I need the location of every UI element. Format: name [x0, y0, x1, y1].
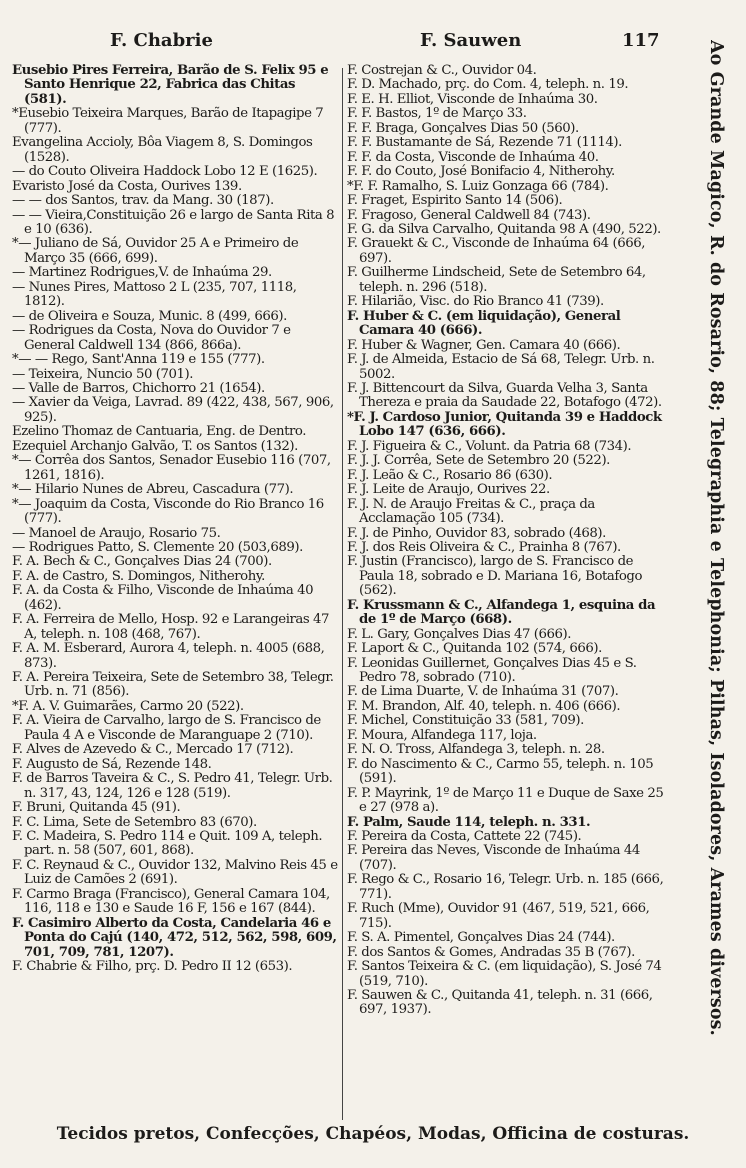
directory-entry: F. F. Bustamante de Sá, Rezende 71 (1114).	[347, 135, 622, 151]
directory-entry: F. Casimiro Alberto da Costa, Candelaria 46 e Ponta do Cajú (140, 472, 512, 562, 598, 609, 701, 709, 781, 1207).	[12, 915, 337, 960]
directory-entry: F. de Lima Duarte, V. de Inhaúma 31 (707).	[347, 684, 619, 700]
directory-entry: — Rodrigues da Costa, Nova do Ouvidor 7 e General Caldwell 134 (866, 866a).	[12, 323, 291, 353]
header-right-name: F. Sauwen	[420, 30, 522, 51]
directory-entry: *F. A. V. Guimarães, Carmo 20 (522).	[12, 698, 244, 714]
directory-entry: F. A. M. Esberard, Aurora 4, teleph. n. 4005 (688, 873).	[12, 641, 325, 671]
directory-entry: F. J. J. Corrêa, Sete de Setembro 20 (522).	[347, 453, 610, 469]
directory-entry: F. L. Gary, Gonçalves Dias 47 (666).	[347, 626, 572, 642]
footer-advertisement: Tecidos pretos, Confecções, Chapéos, Modas, Officina de costuras.	[56, 1124, 690, 1144]
directory-entry: F. A. Ferreira de Mello, Hosp. 92 e Larangeiras 47 A, teleph. n. 108 (468, 767).	[12, 612, 330, 642]
directory-entry: — Martinez Rodrigues,V. de Inhaúma 29.	[12, 265, 272, 281]
directory-entry: F. E. H. Elliot, Visconde de Inhaúma 30.	[347, 91, 598, 107]
directory-entry: F. J. Figueira & C., Volunt. da Patria 68 (734).	[347, 438, 632, 454]
directory-entry: F. Santos Teixeira & C. (em liquidação), S. José 74 (519, 710).	[347, 959, 662, 989]
directory-entry: F. Moura, Alfandega 117, loja.	[347, 727, 537, 743]
directory-entry: F. J. Leite de Araujo, Ourives 22.	[347, 482, 550, 498]
directory-entry: F. F. Braga, Gonçalves Dias 50 (560).	[347, 120, 579, 136]
directory-entry: F. dos Santos & Gomes, Andradas 35 B (767).	[347, 944, 635, 960]
directory-entry: F. S. A. Pimentel, Gonçalves Dias 24 (744).	[347, 930, 615, 946]
directory-entry: — do Couto Oliveira Haddock Lobo 12 E (1625).	[12, 164, 318, 180]
directory-entry: F. P. Mayrink, 1º de Março 11 e Duque de Saxe 25 e 27 (978 a).	[347, 785, 664, 816]
directory-entry: — de Oliveira e Souza, Munic. 8 (499, 666).	[12, 308, 287, 324]
directory-entry: F. Sauwen & C., Quitanda 41, teleph. n. 31 (666, 697, 1937).	[347, 988, 653, 1018]
directory-entry: F. J. de Pinho, Ouvidor 83, sobrado (468).	[347, 525, 606, 541]
directory-entry: F. D. Machado, prç. do Com. 4, teleph. n. 19.	[347, 77, 629, 93]
directory-entry: F. Augusto de Sá, Rezende 148.	[12, 756, 212, 772]
directory-entry: F. Alves de Azevedo & C., Mercado 17 (712).	[12, 742, 294, 758]
directory-entry: F. Leonidas Guillernet, Gonçalves Dias 45 e S. Pedro 78, sobrado (710).	[347, 655, 637, 686]
directory-entry: F. J. de Almeida, Estacio de Sá 68, Telegr. Urb. n. 5002.	[347, 352, 655, 382]
directory-entry: *F. J. Cardoso Junior, Quitanda 39 e Haddock Lobo 147 (636, 666).	[347, 409, 662, 440]
directory-entry: F. C. Reynaud & C., Ouvidor 132, Malvino Reis 45 e Luiz de Camões 2 (691).	[12, 857, 338, 888]
directory-entry: — Valle de Barros, Chichorro 21 (1654).	[12, 380, 265, 396]
directory-entry: F. M. Brandon, Alf. 40, teleph. n. 406 (666).	[347, 698, 621, 714]
directory-entry: F. G. da Silva Carvalho, Quitanda 98 A (490, 522).	[347, 221, 661, 237]
directory-entry: F. Laport & C., Quitanda 102 (574, 666).	[347, 641, 602, 657]
directory-entry: F. A. da Costa & Filho, Visconde de Inhaúma 40 (462).	[12, 583, 314, 613]
directory-entry: Evangelina Accioly, Bôa Viagem 8, S. Domingos (1528).	[12, 135, 313, 165]
page-header	[0, 30, 746, 58]
directory-entry: F. Justin (Francisco), largo de S. Francisco de Paula 18, sobrado e D. Mariana 16, Botafogo (562).	[347, 554, 643, 599]
directory-entry: F. Guilherme Lindscheid, Sete de Setembro 64, teleph. n. 296 (518).	[347, 265, 646, 295]
directory-entry: F. F. do Couto, José Bonifacio 4, Nitherohy.	[347, 164, 615, 180]
directory-entry: F. F. Bastos, 1º de Março 33.	[347, 106, 527, 122]
directory-entry: — Rodrigues Patto, S. Clemente 20 (503,689).	[12, 539, 303, 555]
directory-entry: *— — Rego, Sant'Anna 119 e 155 (777).	[12, 352, 265, 368]
directory-entry: *— Hilario Nunes de Abreu, Cascadura (77).	[12, 482, 294, 498]
directory-entry: F. J. Leão & C., Rosario 86 (630).	[347, 467, 553, 483]
directory-entry: F. Palm, Saude 114, teleph. n. 331.	[347, 814, 591, 830]
directory-entry: F. Michel, Constituição 33 (581, 709).	[347, 713, 584, 729]
side-advertisement: Ao Grande Magico, R. do Rosario, 88; Telegraphia e Telephonia; Pilhas, Isoladores, Arames diversos.	[706, 40, 726, 1036]
directory-entry: F. A. de Castro, S. Domingos, Nitherohy.	[12, 568, 265, 584]
directory-entry: F. J. dos Reis Oliveira & C., Prainha 8 (767).	[347, 539, 621, 555]
directory-entry: F. do Nascimento & C., Carmo 55, teleph. n. 105 (591).	[347, 756, 654, 787]
header-left-name: F. Chabrie	[110, 30, 213, 51]
directory-entry: — Xavier da Veiga, Lavrad. 89 (422, 438, 567, 906, 925).	[12, 395, 334, 425]
directory-entry: *Eusebio Teixeira Marques, Barão de Itapagipe 7 (777).	[12, 106, 324, 136]
directory-entry: — — dos Santos, trav. da Mang. 30 (187).	[12, 193, 274, 209]
directory-entry: F. Ruch (Mme), Ouvidor 91 (467, 519, 521, 666, 715).	[347, 901, 650, 931]
column-divider	[342, 68, 343, 1120]
directory-entry: F. C. Madeira, S. Pedro 114 e Quit. 109 A, teleph. part. n. 58 (507, 601, 868).	[12, 829, 323, 859]
directory-entry: — — Vieira,Constituição 26 e largo de Santa Rita 8 e 10 (636).	[12, 207, 335, 237]
directory-entry: F. Pereira das Neves, Visconde de Inhaúma 44 (707).	[347, 843, 640, 873]
directory-entry: Ezelino Thomaz de Cantuaria, Eng. de Dentro.	[12, 424, 307, 440]
directory-entry: F. de Barros Taveira & C., S. Pedro 41, Telegr. Urb. n. 317, 43, 124, 126 e 128 (519).	[12, 771, 333, 801]
directory-entry: F. Pereira da Costa, Cattete 22 (745).	[347, 829, 582, 845]
directory-entry: Ezequiel Archanjo Galvão, T. os Santos (132).	[12, 438, 298, 454]
directory-entry: *F. F. Ramalho, S. Luiz Gonzaga 66 (784).	[347, 178, 609, 194]
directory-entry: F. Bruni, Quitanda 45 (91).	[12, 800, 181, 816]
directory-entry: F. F. da Costa, Visconde de Inhaúma 40.	[347, 149, 599, 165]
directory-entry: F. Huber & Wagner, Gen. Camara 40 (666).	[347, 337, 621, 353]
page-number: 117	[622, 30, 660, 51]
directory-entry: F. C. Lima, Sete de Setembro 83 (670).	[12, 814, 257, 830]
directory-entry: F. Grauekt & C., Visconde de Inhaúma 64 (666, 697).	[347, 236, 646, 266]
directory-entry: F. Hilarião, Visc. do Rio Branco 41 (739).	[347, 294, 604, 310]
directory-entry: Evaristo José da Costa, Ourives 139.	[12, 178, 242, 194]
directory-entry: F. N. O. Tross, Alfandega 3, teleph. n. 28.	[347, 742, 605, 758]
directory-entry: — Teixeira, Nuncio 50 (701).	[12, 366, 194, 382]
directory-entry: F. Fraget, Espirito Santo 14 (506).	[347, 193, 563, 209]
directory-entry: F. A. Vieira de Carvalho, largo de S. Francisco de Paula 4 A e Visconde de Maranguape 2 (710).	[12, 713, 321, 743]
directory-entry: F. J. Bittencourt da Silva, Guarda Velha 3, Santa Thereza e praia da Saudade 22, Botafogo (472).	[347, 380, 662, 411]
left-column	[12, 64, 338, 975]
directory-entry: *— Juliano de Sá, Ouvidor 25 A e Primeiro de Março 35 (666, 699).	[12, 236, 299, 266]
directory-entry: *— Corrêa dos Santos, Senador Eusebio 116 (707, 1261, 1816).	[12, 453, 331, 483]
directory-entry: — Nunes Pires, Mattoso 2 L (235, 707, 1118, 1812).	[12, 279, 297, 310]
directory-entry: — Manoel de Araujo, Rosario 75.	[12, 525, 221, 541]
directory-entry: F. A. Bech & C., Gonçalves Dias 24 (700).	[12, 554, 272, 570]
directory-entry: *— Joaquim da Costa, Visconde do Rio Branco 16 (777).	[12, 496, 324, 527]
directory-entry: F. Costrejan & C., Ouvidor 04.	[347, 63, 537, 78]
directory-entry: F. Fragoso, General Caldwell 84 (743).	[347, 207, 591, 223]
directory-entry: Eusebio Pires Ferreira, Barão de S. Felix 95 e Santo Henrique 22, Fabrica das Chitas (581).	[12, 63, 329, 107]
directory-entry: F. Rego & C., Rosario 16, Telegr. Urb. n. 185 (666, 771).	[347, 872, 664, 902]
directory-entry: F. Huber & C. (em liquidação), General Camara 40 (666).	[347, 308, 621, 339]
directory-entry: F. J. N. de Araujo Freitas & C., praça da Acclamação 105 (734).	[347, 496, 595, 527]
directory-entry: F. A. Pereira Teixeira, Sete de Setembro 38, Telegr. Urb. n. 71 (856).	[12, 670, 334, 700]
directory-entry: F. Krussmann & C., Alfandega 1, esquina da de 1º de Março (668).	[347, 597, 656, 628]
right-column	[347, 64, 669, 1018]
directory-entry: F. Chabrie & Filho, prç. D. Pedro II 12 (653).	[12, 959, 293, 975]
directory-entry: F. Carmo Braga (Francisco), General Camara 104, 116, 118 e 130 e Saude 16 F, 156 e 167 (844).	[12, 886, 330, 917]
